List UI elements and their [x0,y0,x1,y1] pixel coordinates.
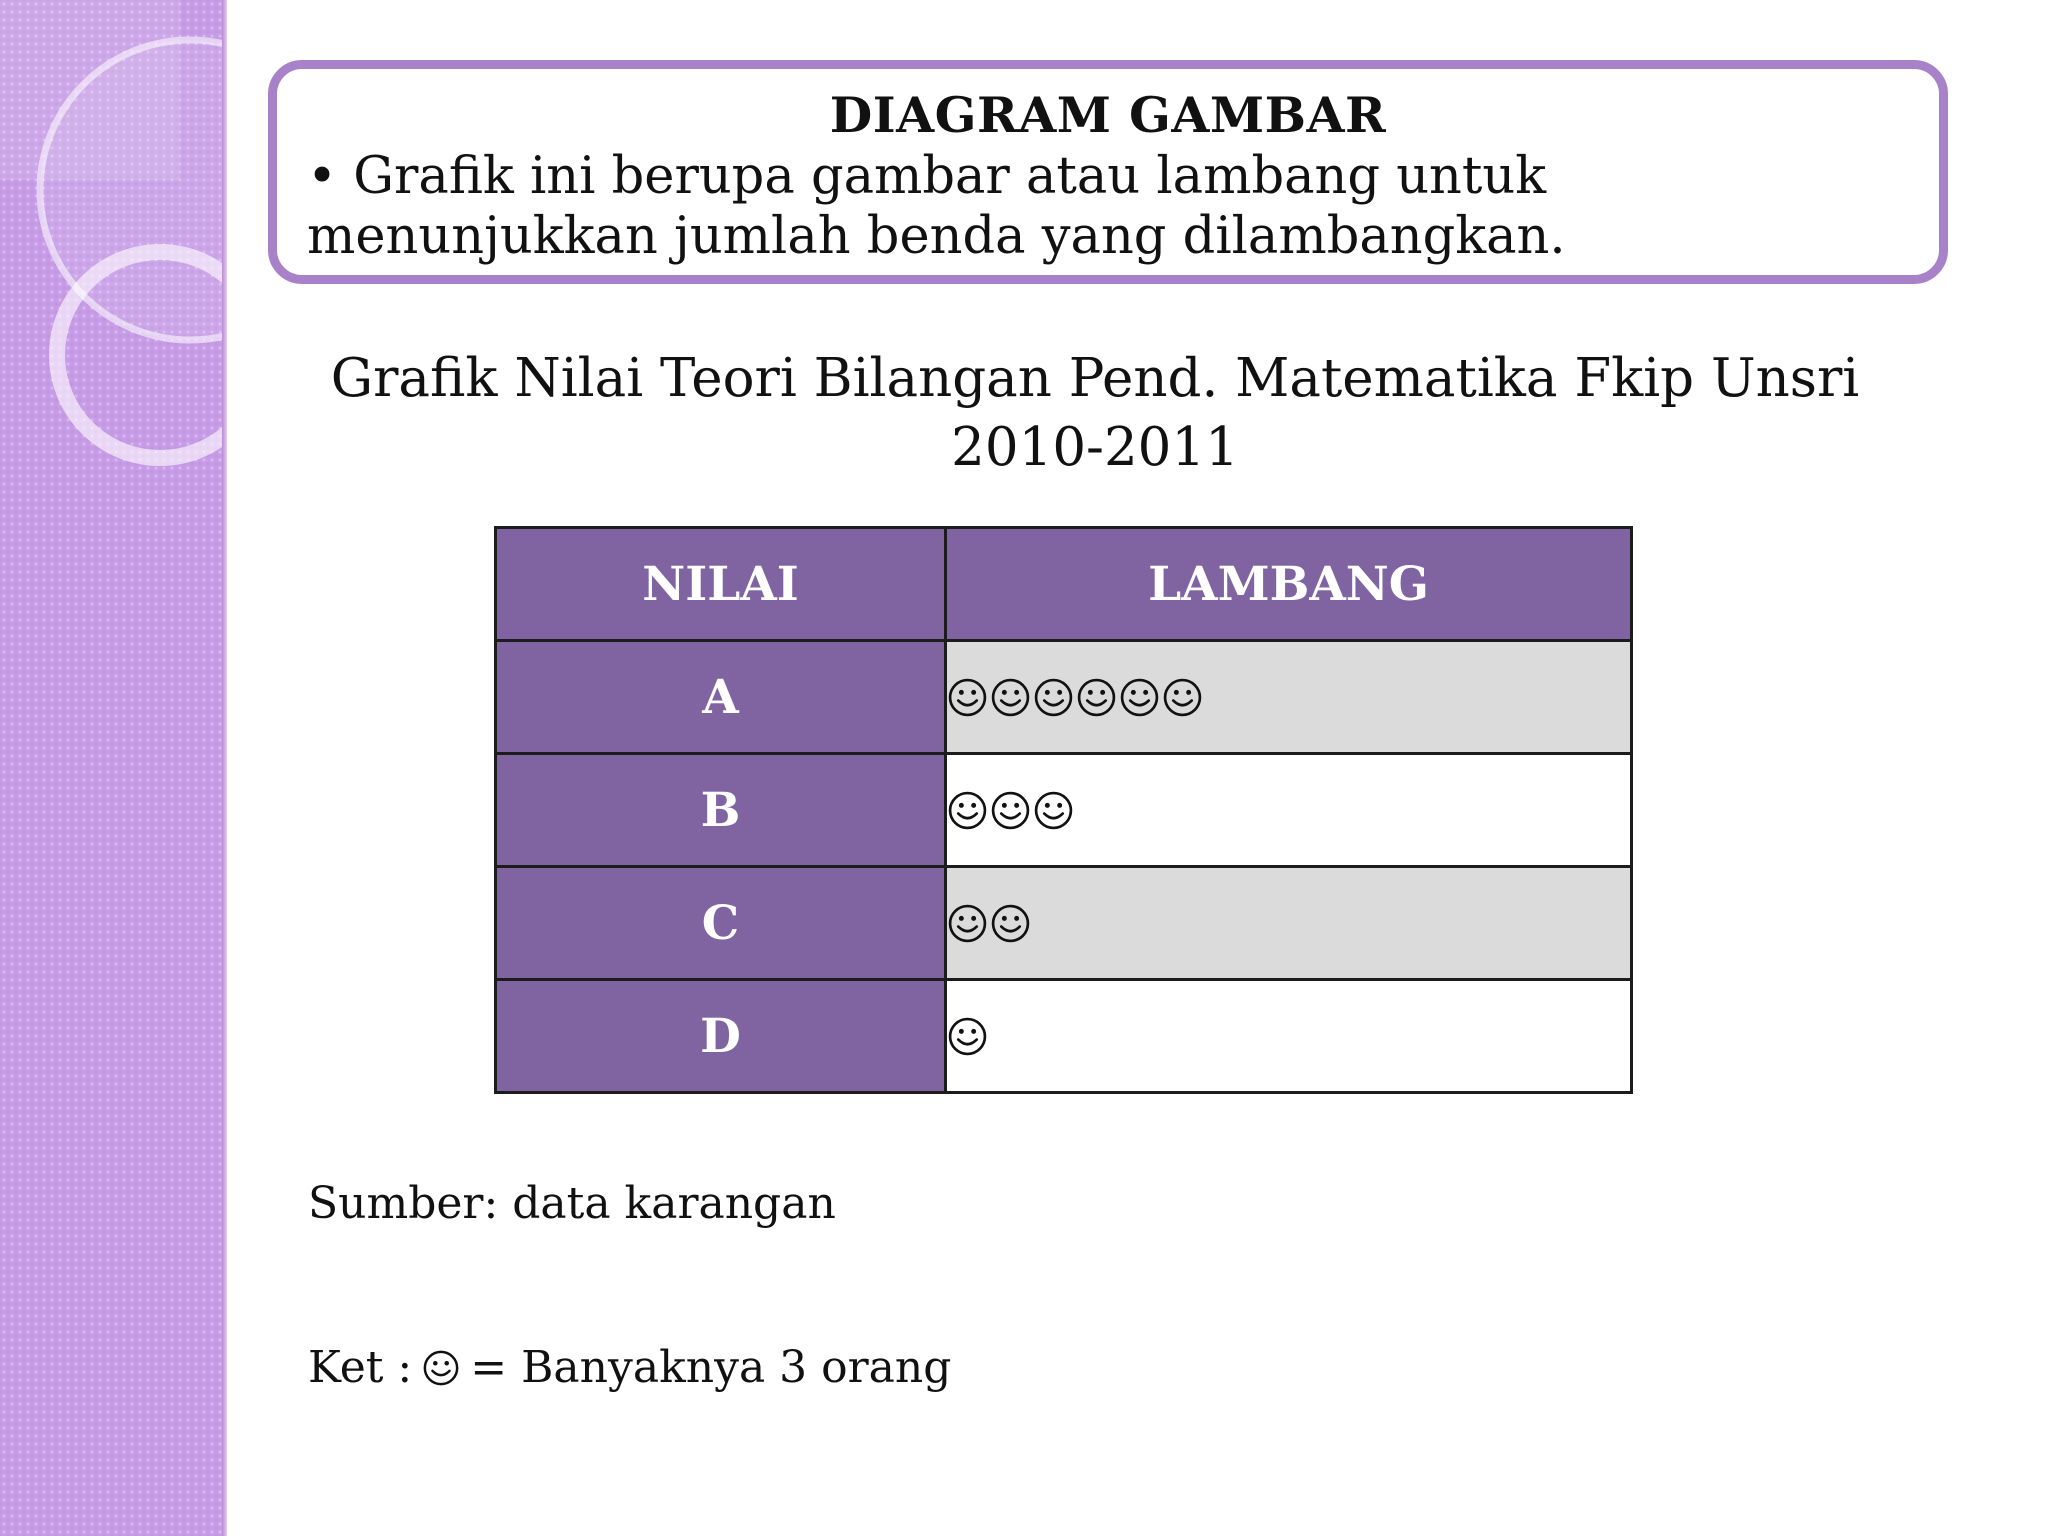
legend-suffix: = Banyaknya 3 orang [470,1342,952,1393]
table-row [496,867,1632,980]
legend-prefix: Ket : [308,1342,413,1393]
smiley-icon [947,1016,988,1057]
table-header-row [496,528,1632,641]
smiley-icon [990,677,1031,718]
symbol-cell [946,641,1632,754]
symbol-cell [946,867,1632,980]
grade-label: C [496,867,946,980]
smiley-row [947,981,1630,1091]
side-decoration-panel [0,0,227,1536]
smiley-icon [1033,677,1074,718]
smiley-icon [422,1349,460,1387]
grade-label: A [496,641,946,754]
smiley-icon [1033,790,1074,831]
definition-box [268,60,1948,284]
smiley-row [947,868,1630,978]
definition-text: • Grafik ini berupa gambar atau lambang untuk menunjukkan jumlah benda yang dilambangkan. [307,147,1566,266]
smiley-row [947,755,1630,865]
grade-label: D [496,980,946,1093]
symbol-cell [946,980,1632,1093]
smiley-icon [1162,677,1203,718]
smiley-icon [947,677,988,718]
ring-decoration-icon [0,0,227,520]
table-row [496,980,1632,1093]
smiley-icon [947,790,988,831]
pictograph-table [494,526,1633,1094]
chart-title-block [260,345,1930,483]
table-row [496,754,1632,867]
source-note: Sumber: data karangan [308,1178,836,1229]
slide-heading: DIAGRAM GAMBAR [829,86,1387,144]
smiley-icon [990,790,1031,831]
pictograph-table-wrapper [494,526,1633,1094]
smiley-icon [990,903,1031,944]
grade-label: B [496,754,946,867]
smiley-icon [947,903,988,944]
side-panel-edge [222,0,227,1536]
table-row [496,641,1632,754]
smiley-row [947,642,1630,752]
symbol-cell [946,754,1632,867]
smiley-icon [1119,677,1160,718]
header-nilai: NILAI [496,528,946,641]
chart-title: Grafik Nilai Teori Bilangan Pend. Matematika Fkip Unsri [330,348,1860,409]
header-lambang: LAMBANG [946,528,1632,641]
table-body [496,641,1632,1093]
chart-subtitle: 2010-2011 [951,416,1239,478]
legend-note [308,1342,951,1395]
smiley-icon [1076,677,1117,718]
